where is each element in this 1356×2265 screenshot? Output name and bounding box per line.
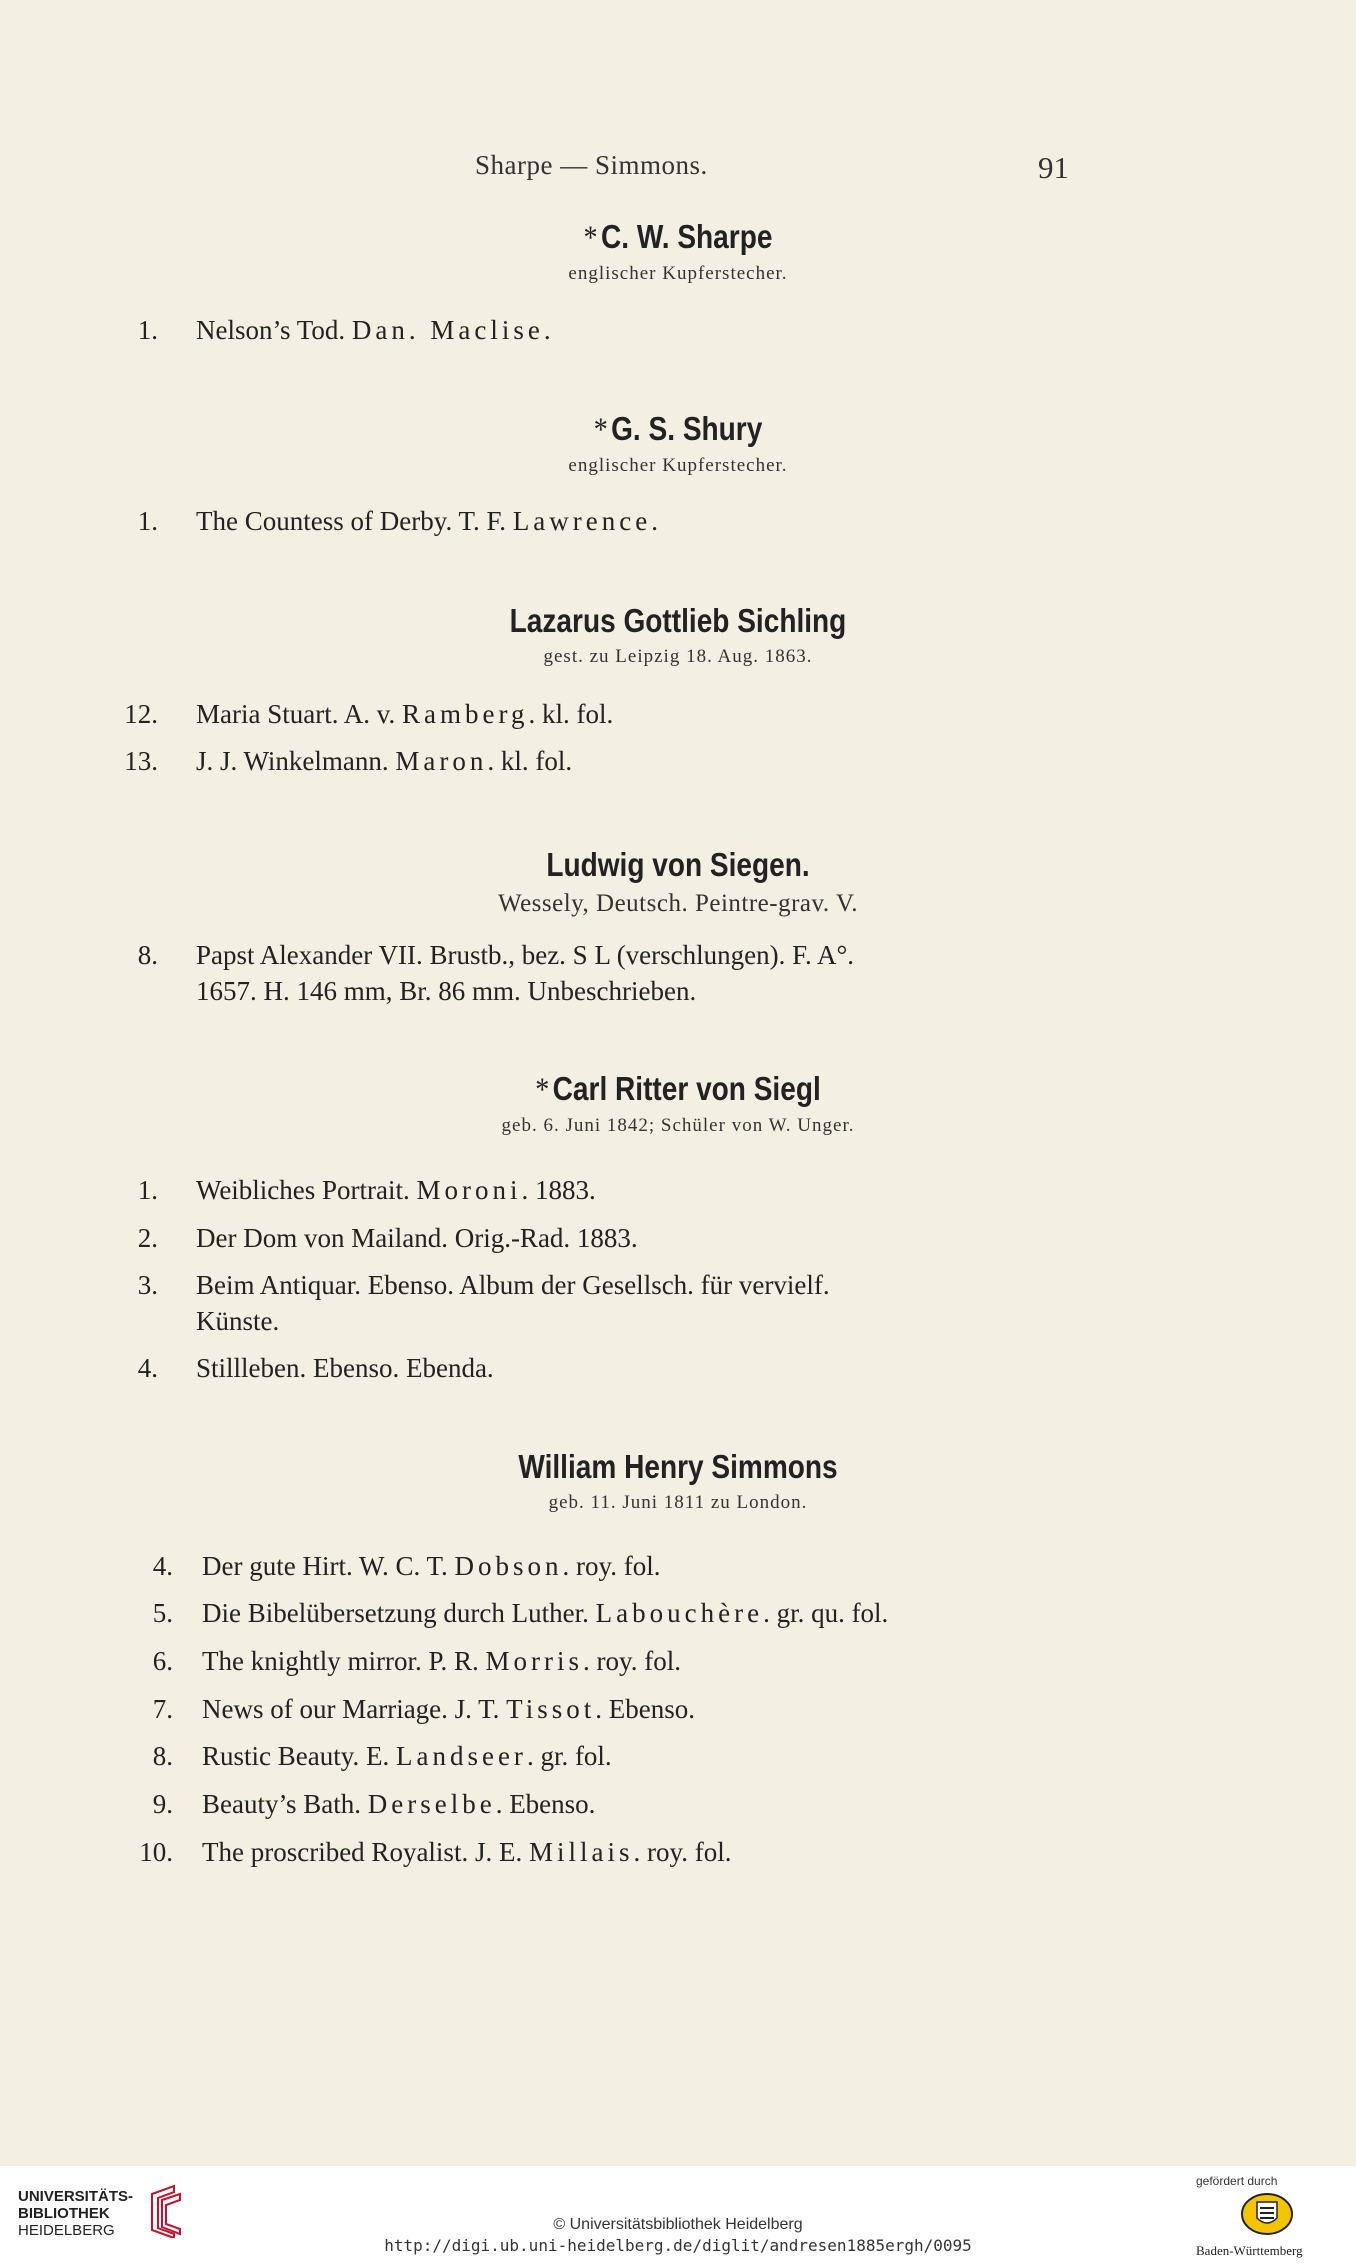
artist-subtitle: gest. zu Leipzig 18. Aug. 1863. [543, 646, 813, 667]
artist-subtitle: englischer Kupferstecher. [568, 455, 788, 476]
artist-heading: Ludwig von Siegen. [546, 846, 810, 883]
artist-subtitle: geb. 6. Juni 1842; Schüler von W. Unger. [501, 1115, 855, 1136]
artist-section [0, 410, 1356, 477]
sponsor-name: Baden-Württemberg [1196, 2243, 1303, 2258]
artist-subtitle: geb. 11. Juni 1811 zu London. [548, 1492, 808, 1513]
footer-bar [0, 2166, 1356, 2265]
state-coat-of-arms-icon [1240, 2192, 1294, 2236]
artist-section [0, 846, 1356, 918]
running-title: Sharpe — Simmons. [475, 150, 708, 180]
sponsor-label: gefördert durch [1196, 2174, 1278, 2188]
artist-section [0, 1070, 1356, 1137]
artist-subtitle: englischer Kupferstecher. [568, 263, 788, 284]
artist-section [0, 1448, 1356, 1514]
artist-section [0, 602, 1356, 668]
page-number: 91 [1038, 150, 1069, 185]
permalink-url[interactable]: http://digi.ub.uni-heidelberg.de/diglit/andresen1885ergh/0095 [384, 2236, 972, 2255]
scanned-page: Sharpe — Simmons. 91 * C. W. Sharpe englischer Kupferstecher. 1. Nelson’s Tod. Dan. Maclise. * G. S. Shury englischer Kupferstecher. 1. The Countess of Derby. T. F. Lawrence. Lazarus Gottlieb Sichling gest. zu Leipzig 18. Aug. 1863. 12. Maria Stuart. A. v. Ramberg. kl. fol. 13. J. J. Winkelmann. Maron. kl. fol. Ludwig von Siegen. Wessely, Deutsch. Peintre-grav. V. 8. Papst Alexander VII. Brustb., bez. S L (verschlungen). F. A°. 1657. H. 146 mm, Br. 86 mm. Unbeschrieben. * Carl Ritter von Siegl geb. 6. Juni 1842; Schüler von W. Unger. 1. Weibliches Portrait. Moroni. 1883. 2. Der Dom von Mailand. Orig.-Rad. 1883. 3. Beim Antiquar. Ebenso. Album der Gesellsch. für vervielf. Künste. 4. Stillleben. Ebenso. Ebenda. William Henry Simmons geb. 11. Juni 1811 zu London. 4. Der gute Hirt. W. C. T. Dobson. roy. fol. 5. Die Bibelübersetzung durch Luther. Labouchère. gr. qu. fol. 6. The knightly mirror. P. R. Morris. roy. fol. 7. News of our Marriage. J. T. Tissot. Ebenso. 8. Rustic Beauty. E. Landseer. gr. fol. 9. Beauty’s Bath. Derselbe. Ebenso. 10. The proscribed Royalist. J. E. Millais. roy. fol. [0, 0, 1356, 2166]
artist-section [0, 218, 1356, 285]
artist-heading: William Henry Simmons [518, 1448, 838, 1485]
artist-subtitle: Wessely, Deutsch. Peintre-grav. V. [497, 890, 859, 917]
artist-heading: * Carl Ritter von Siegl [535, 1070, 821, 1108]
library-logo[interactable]: UNIVERSITÄTS- BIBLIOTHEK HEIDELBERG [18, 2188, 134, 2239]
artist-heading: * C. W. Sharpe [583, 218, 773, 256]
copyright-text: © Universitätsbibliothek Heidelberg [553, 2216, 803, 2233]
artist-heading: Lazarus Gottlieb Sichling [509, 602, 847, 639]
artist-heading: * G. S. Shury [593, 410, 763, 448]
